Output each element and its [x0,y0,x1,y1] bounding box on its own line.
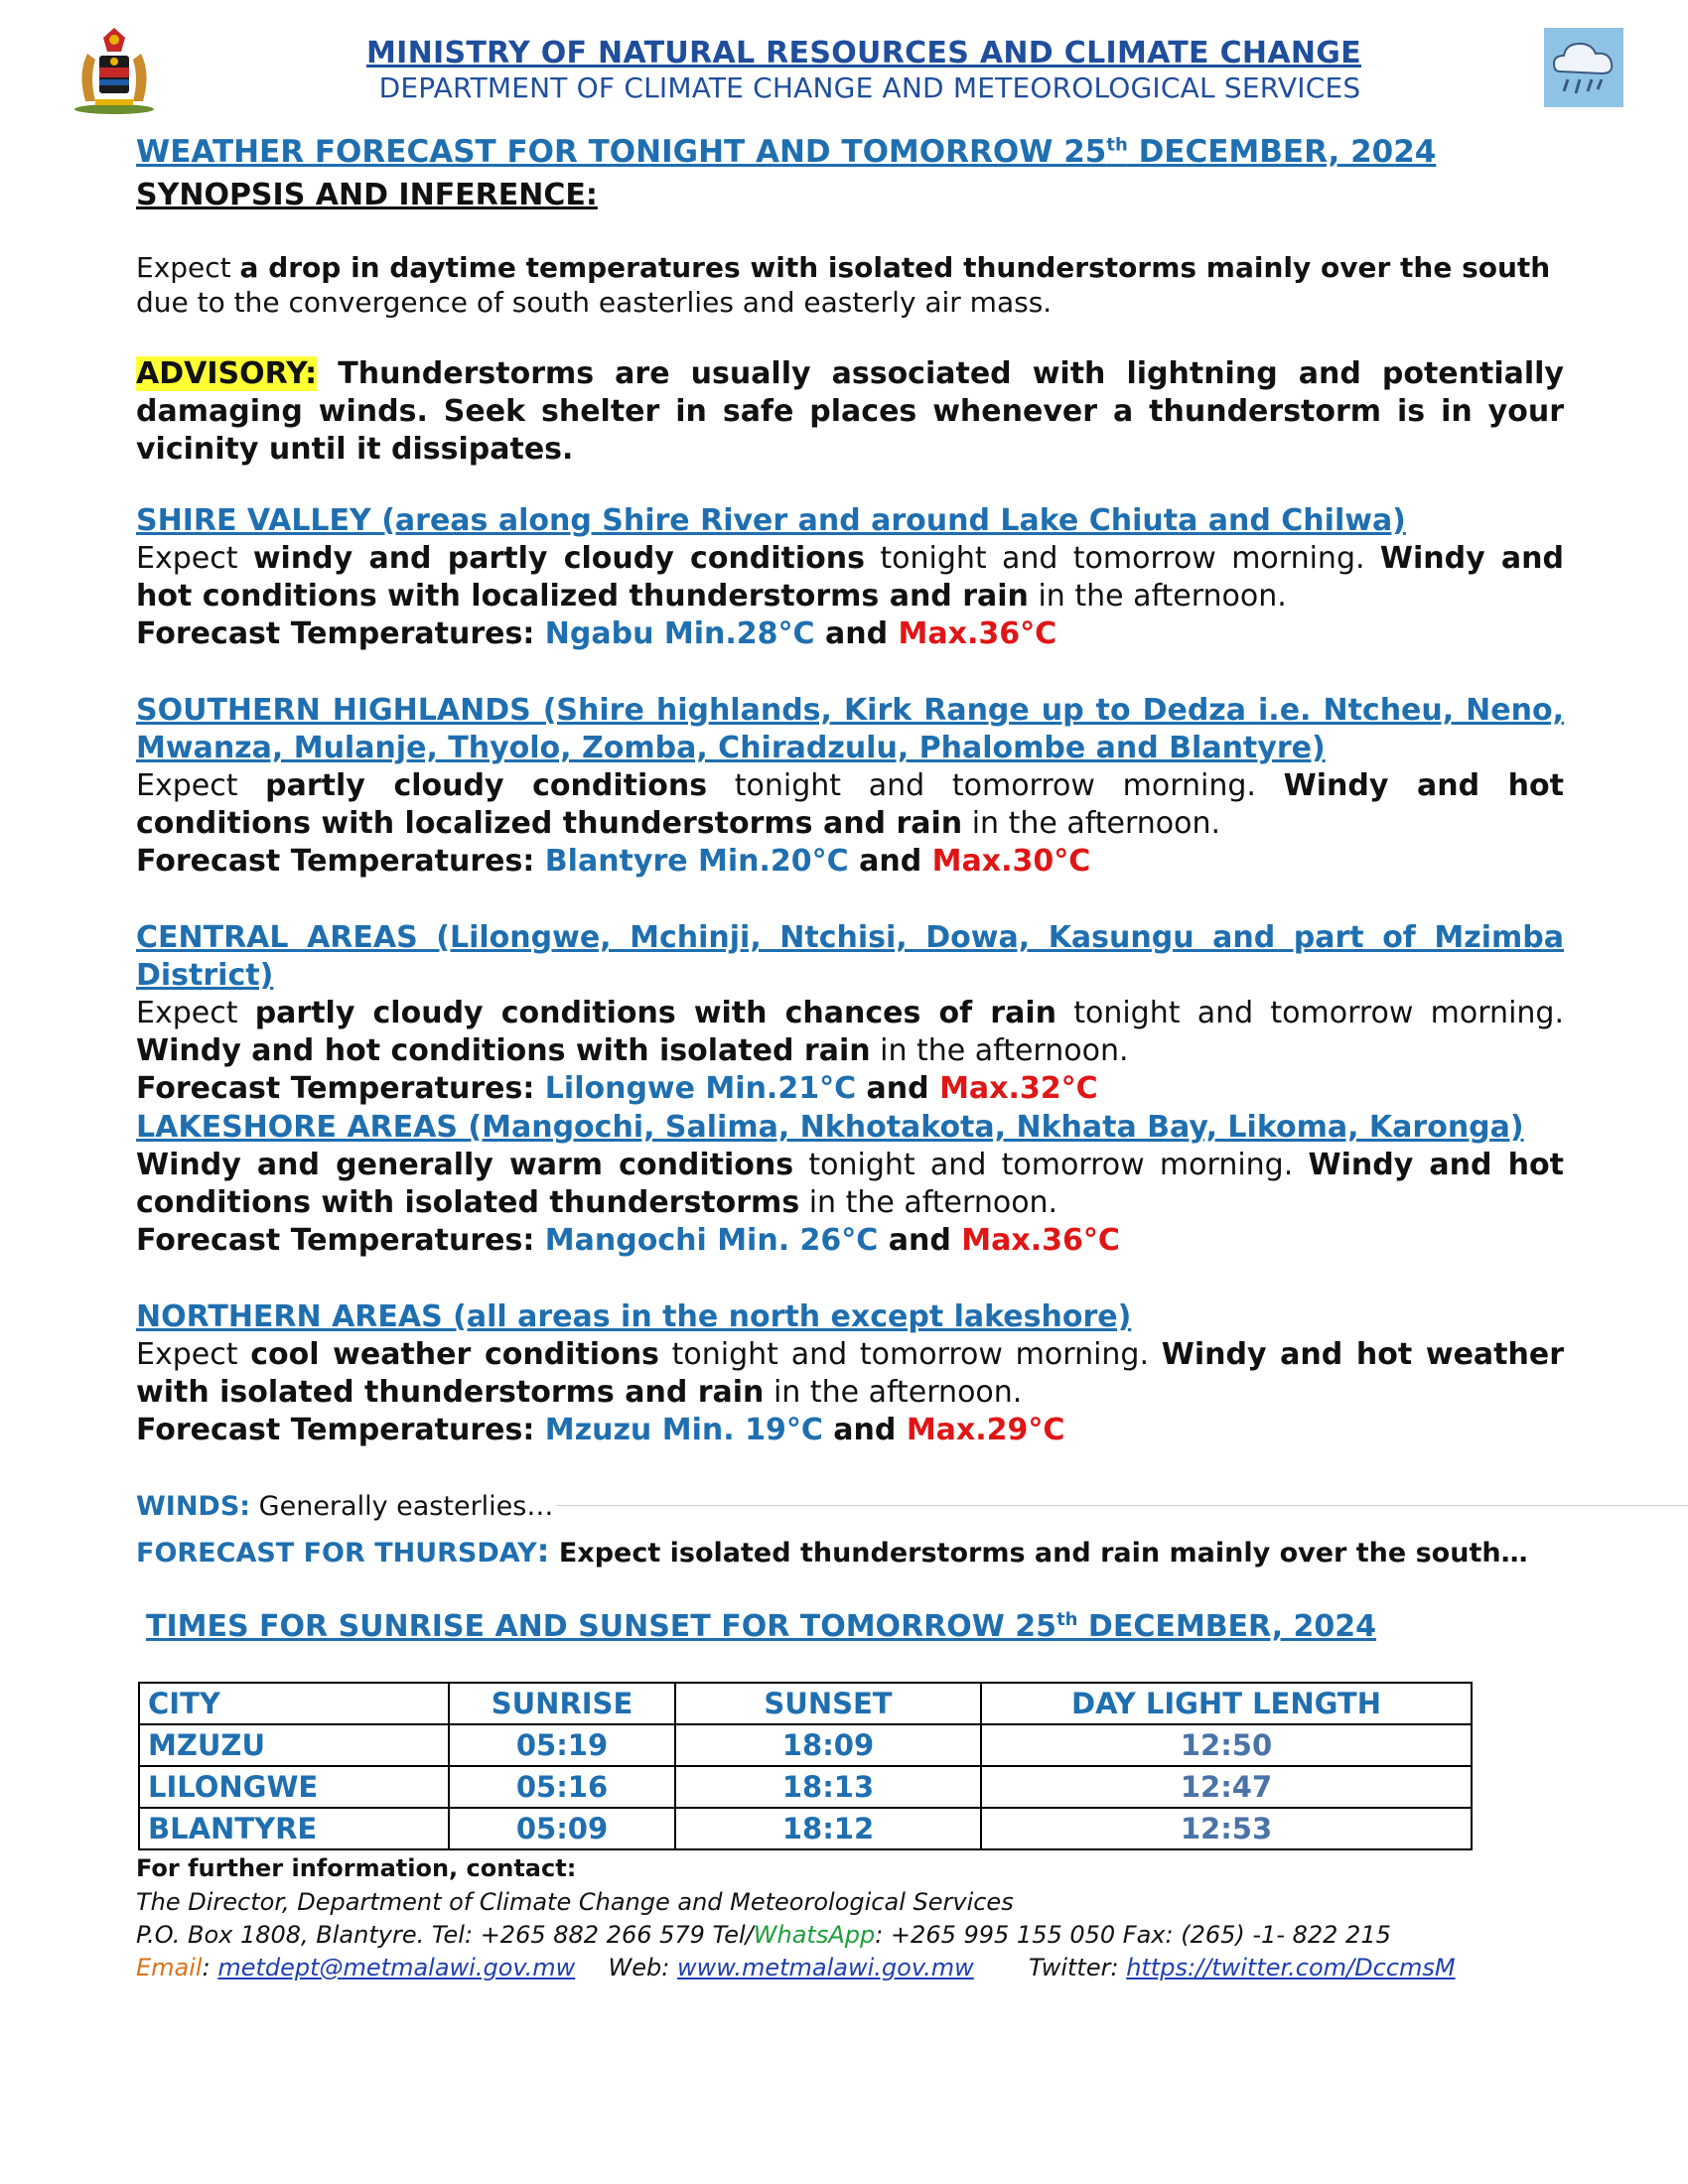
divider [556,1505,1688,1506]
sun-times-title: TIMES FOR SUNRISE AND SUNSET FOR TOMORROW 25th DECEMBER, 2024 [146,1609,1377,1644]
region-text: Windy and generally warm conditions tonight and tomorrow morning. Windy and hot conditions with isolated thunderstorms in the afternoon. [136,1148,1564,1220]
region-heading: NORTHERN AREAS (all areas in the north except lakeshore) [136,1299,1132,1334]
region-southern-highlands [136,692,1564,881]
contact-address: P.O. Box 1808, Blantyre. Tel: +265 882 266 579 Tel/WhatsApp: +265 995 155 050 Fax: (265) -1- 822 215 [136,1921,1391,1949]
region-heading: CENTRAL AREAS (Lilongwe, Mchinji, Ntchisi, Dowa, Kasungu and part of Mzimba District) [136,920,1564,993]
synopsis-text: Expect a drop in daytime temperatures with isolated thunderstorms mainly over the south due to the convergence of south easterlies and easterly air mass. [136,251,1551,319]
cell-city: BLANTYRE [139,1808,449,1849]
cell-sunset: 18:09 [675,1724,981,1766]
table-row [139,1808,1472,1849]
department-title: DEPARTMENT OF CLIMATE CHANGE AND METEOROLOGICAL SERVICES [378,71,1361,104]
table-row [139,1724,1472,1766]
region-text: Expect windy and partly cloudy conditions tonight and tomorrow morning. Windy and hot conditions with localized thunderstorms and rain in the afternoon. [136,541,1564,614]
region-shire-valley [136,502,1564,653]
region-temps: Forecast Temperatures: Mzuzu Min. 19°C and Max.29°C [136,1413,1065,1447]
region-northern-areas [136,1298,1564,1449]
table-header-row [139,1683,1472,1724]
synopsis-heading: SYNOPSIS AND INFERENCE: [136,178,598,212]
region-heading: LAKESHORE AREAS (Mangochi, Salima, Nkhotakota, Nkhata Bay, Likoma, Karonga) [136,1110,1524,1145]
winds-line: WINDS: Generally easterlies… [136,1491,554,1522]
contact-heading: For further information, contact: [136,1854,577,1882]
cell-daylight: 12:50 [981,1724,1472,1766]
region-temps: Forecast Temperatures: Lilongwe Min.21°C and Max.32°C [136,1071,1098,1106]
contact-links: Email: metdept@metmalawi.gov.mw Web: www.metmalawi.gov.mw Twitter: https://twitter.com/DccmsM [136,1954,1456,1981]
region-lakeshore-areas [136,1109,1564,1260]
header-city: CITY [139,1683,449,1724]
cell-sunrise: 05:19 [449,1724,675,1766]
region-temps: Forecast Temperatures: Ngabu Min.28°C and Max.36°C [136,616,1057,651]
twitter-link[interactable]: https://twitter.com/DccmsM [1126,1954,1456,1981]
cell-sunset: 18:12 [675,1808,981,1849]
cell-sunset: 18:13 [675,1766,981,1808]
contact-director: The Director, Department of Climate Change and Meteorological Services [136,1888,1014,1916]
table-row [139,1766,1472,1808]
region-heading: SOUTHERN HIGHLANDS (Shire highlands, Kirk Range up to Dedza i.e. Ntcheu, Neno, Mwanza, Mulanje, Thyolo, Zomba, Chiradzulu, Phalombe and Blantyre) [136,693,1564,765]
sun-times-table [138,1682,1473,1850]
ministry-title: MINISTRY OF NATURAL RESOURCES AND CLIMATE CHANGE [366,36,1361,70]
email-link[interactable]: metdept@metmalawi.gov.mw [217,1954,576,1981]
header-daylight: DAY LIGHT LENGTH [981,1683,1472,1724]
advisory-label: ADVISORY: [136,356,318,391]
cell-sunrise: 05:16 [449,1766,675,1808]
advisory-block: ADVISORY: Thunderstorms are usually associated with lightning and potentially damaging winds. Seek shelter in safe places whenever a thunderstorm is in your vicinity until it dissipates. [136,356,1564,467]
region-temps: Forecast Temperatures: Mangochi Min. 26°C and Max.36°C [136,1223,1120,1258]
cell-daylight: 12:53 [981,1808,1472,1849]
header-sunrise: SUNRISE [449,1683,675,1724]
cell-sunrise: 05:09 [449,1808,675,1849]
region-text: Expect partly cloudy conditions with chances of rain tonight and tomorrow morning. Windy and hot conditions with isolated rain in the afternoon. [136,996,1564,1068]
cell-city: LILONGWE [139,1766,449,1808]
region-central-areas [136,919,1564,1108]
region-text: Expect partly cloudy conditions tonight and tomorrow morning. Windy and hot conditions with localized thunderstorms and rain in the afternoon. [136,768,1564,841]
forecast-title: WEATHER FORECAST FOR TONIGHT AND TOMORROW 25th DECEMBER, 2024 [136,134,1437,170]
region-temps: Forecast Temperatures: Blantyre Min.20°C and Max.30°C [136,844,1091,879]
thursday-forecast: FORECAST FOR THURSDAY: Expect isolated thunderstorms and rain mainly over the south… [136,1532,1528,1570]
website-link[interactable]: www.metmalawi.gov.mw [677,1954,974,1981]
cell-city: MZUZU [139,1724,449,1766]
region-heading: SHIRE VALLEY (areas along Shire River and around Lake Chiuta and Chilwa) [136,503,1406,538]
header-sunset: SUNSET [675,1683,981,1724]
cell-daylight: 12:47 [981,1766,1472,1808]
region-text: Expect cool weather conditions tonight and tomorrow morning. Windy and hot weather with isolated thunderstorms and rain in the afternoon. [136,1337,1565,1410]
